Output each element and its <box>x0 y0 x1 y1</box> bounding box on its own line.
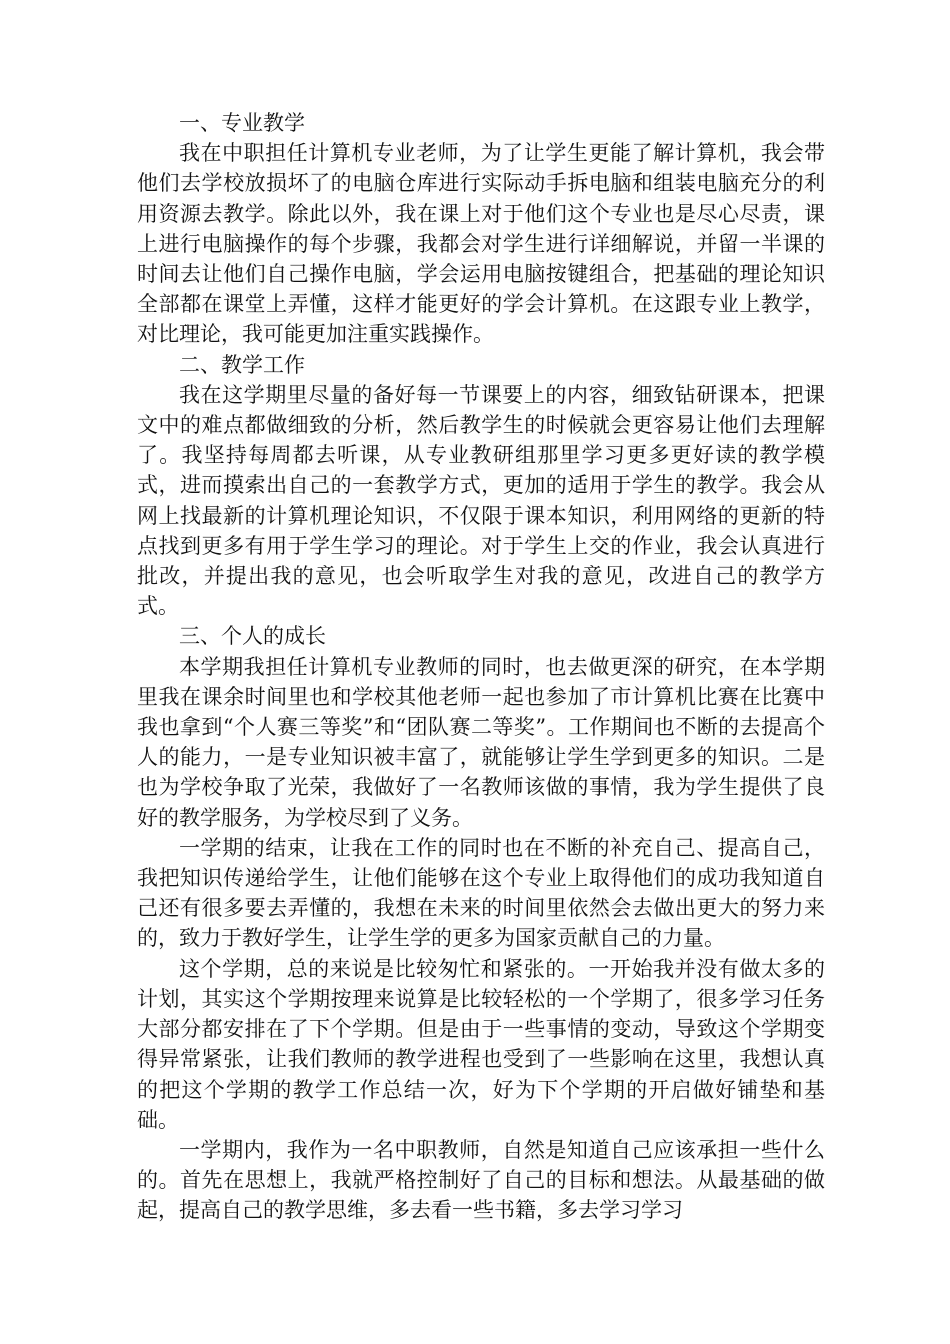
section-heading-teaching-work: 二、教学工作 <box>179 352 305 377</box>
section-heading-professional-teaching: 一、专业教学 <box>179 111 305 135</box>
body-paragraph: 我在这学期里尽量的备好每一节课要上的内容，细致钻研课本，把课文中的难点都做细致的分析，然后教学生的时候就会更容易让他们去理解了。我坚持每周都去听课，从专业教研组那里学习更多更好读的教学模式，进而摸索出自己的一套教学方式，更加的适用于学生的教学。我会从网上找最新的计算机理论知识，不仅限于课本知识，利用网络的更新的特点找到更多有用于学生学习的理论。对于学生上交的作业，我会认真进行批改，并提出我的意见，也会听取学生对我的意见，改进自己的教学方式。 <box>137 382 825 619</box>
body-paragraph: 一学期内，我作为一名中职教师，自然是知道自己应该承担一些什么的。首先在思想上，我就严格控制好了自己的目标和想法。从最基础的做起，提高自己的教学思维，多去看一些书籍，多去学习学习 <box>137 1137 825 1223</box>
document-page <box>137 108 825 1226</box>
body-paragraph: 我在中职担任计算机专业老师，为了让学生更能了解计算机，我会带他们去学校放损坏了的电脑仓库进行实际动手拆电脑和组装电脑充分的利用资源去教学。除此以外，我在课上对于他们这个专业也是尽心尽责，课上进行电脑操作的每个步骤，我都会对学生进行详细解说，并留一半课的时间去让他们自己操作电脑，学会运用电脑按键组合，把基础的理论知识全部都在课堂上弄懂，这样才能更好的学会计算机。在这跟专业上教学，对比理论，我可能更加注重实践操作。 <box>137 141 825 347</box>
body-paragraph: 本学期我担任计算机专业教师的同时，也去做更深的研究，在本学期里我在课余时间里也和学校其他老师一起也参加了市计算机比赛在比赛中我也拿到“个人赛三等奖”和“团队赛二等奖”。工作期间也不断的去提高个人的能力，一是专业知识被丰富了，就能够让学生学到更多的知识。二是也为学校争取了光荣，我做好了一名教师该做的事情，我为学生提供了良好的教学服务，为学校尽到了义务。 <box>137 654 825 830</box>
section-heading-personal-growth: 三、个人的成长 <box>179 624 326 649</box>
body-paragraph: 一学期的结束，让我在工作的同时也在不断的补充自己、提高自己，我把知识传递给学生，让他们能够在这个专业上取得他们的成功我知道自己还有很多要去弄懂的，我想在未来的时间里依然会去做出更大的努力来的，致力于教好学生，让学生学的更多为国家贡献自己的力量。 <box>137 835 825 951</box>
body-paragraph: 这个学期，总的来说是比较匆忙和紧张的。一开始我并没有做太多的计划，其实这个学期按理来说算是比较轻松的一个学期了，很多学习任务大部分都安排在了下个学期。但是由于一些事情的变动，导致这个学期变得异常紧张，让我们教师的教学进程也受到了一些影响在这里，我想认真的把这个学期的教学工作总结一次，好为下个学期的开启做好铺垫和基础。 <box>137 956 825 1132</box>
